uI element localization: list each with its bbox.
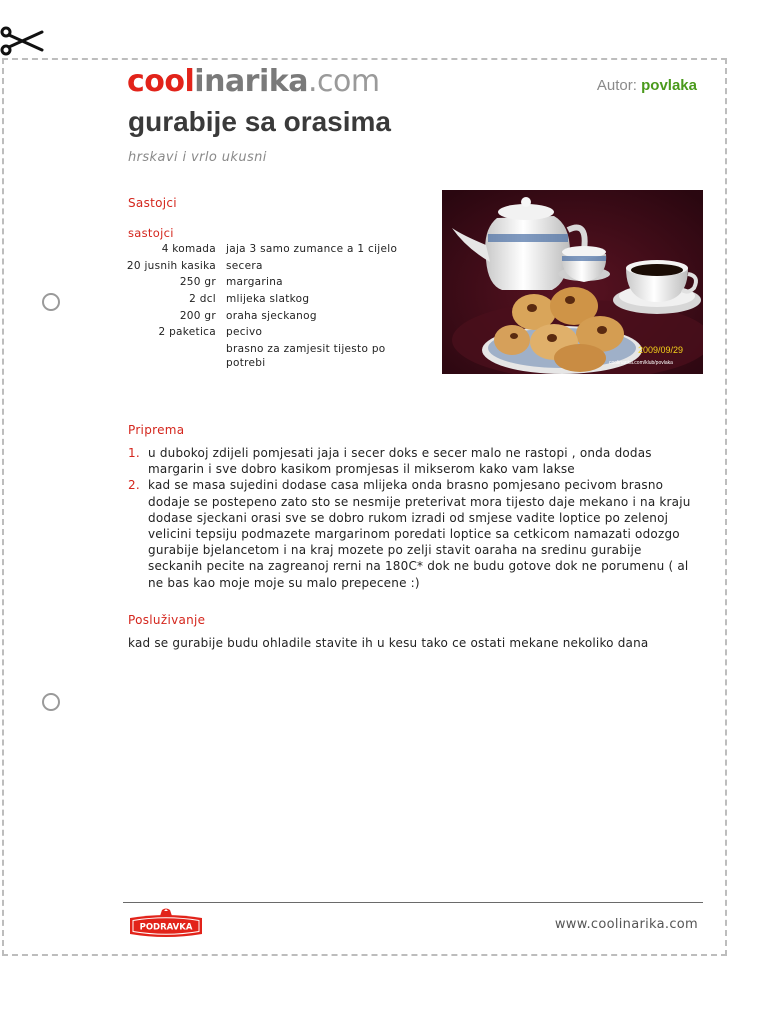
logo-part-domain: .com — [307, 64, 380, 99]
ingredient-quantity: 2 paketica — [158, 326, 216, 339]
footer-site-url[interactable]: www.coolinarika.com — [554, 917, 698, 932]
ingredient-quantity: 20 jusnih kasika — [126, 259, 216, 272]
ingredient-row — [120, 292, 420, 309]
logo-part-inarika: inarika — [194, 64, 308, 99]
recipe-title: gurabije sa orasima — [128, 106, 392, 137]
punch-hole-top — [42, 293, 60, 311]
preparation-step — [128, 445, 700, 477]
ingredient-quantity — [120, 342, 226, 373]
punch-hole-bottom — [42, 693, 60, 711]
ingredient-quantity: 2 dcl — [189, 293, 216, 306]
preparation-steps — [128, 445, 700, 591]
footer-divider — [123, 902, 703, 903]
recipe-photo — [442, 190, 703, 374]
site-logo[interactable] — [127, 64, 380, 100]
ingredient-row — [120, 275, 420, 292]
preparation-step — [128, 477, 700, 590]
ingredient-name: brasno za zamjesit tijesto po potrebi — [226, 343, 386, 370]
step-number: 2. — [128, 478, 140, 493]
ingredients-table — [120, 242, 420, 373]
ingredients-group-label: sastojci — [128, 226, 174, 240]
ingredient-quantity: 4 komada — [161, 243, 216, 255]
recipe-photo-image — [442, 190, 703, 374]
serving-text: kad se gurabije budu ohladile stavite ih u kesu tako ce ostati mekane nekoliko dana — [128, 636, 649, 650]
photo-date-stamp: 2009/09/29 — [638, 345, 684, 355]
step-number: 1. — [128, 446, 140, 460]
step-text: u dubokoj zdijeli pomjesati jaja i secer doks e secer malo ne rastopi , onda dodas margarin i sve dobro kasikom promjesas il mikserom kako vam lakse — [148, 446, 652, 477]
author-line — [597, 77, 697, 94]
scissors-icon — [0, 24, 44, 60]
photo-watermark: coolinarika.com/klub/povlaka — [609, 360, 673, 366]
ingredient-name: oraha sjeckanog — [226, 309, 317, 322]
serving-heading: Posluživanje — [128, 613, 206, 627]
ingredient-row — [120, 309, 420, 326]
preparation-heading: Priprema — [128, 423, 185, 437]
ingredient-row — [120, 342, 420, 373]
ingredient-row — [120, 259, 420, 276]
ingredient-row — [120, 325, 420, 342]
podravka-logo — [126, 908, 206, 942]
ingredient-name: secera — [226, 259, 263, 272]
ingredient-name: mlijeka slatkog — [226, 293, 310, 306]
ingredients-heading: Sastojci — [128, 196, 177, 210]
podravka-logo-text: PODRAVKA — [139, 922, 193, 933]
ingredient-row — [120, 242, 420, 259]
ingredient-name: pecivo — [226, 326, 263, 339]
logo-part-cool: cool — [127, 64, 195, 99]
ingredient-name: jaja 3 samo zumance a 1 cijelo — [226, 243, 398, 255]
ingredient-quantity: 250 gr — [179, 276, 216, 289]
ingredient-name: margarina — [226, 276, 283, 289]
step-text: kad se masa sujedini dodase casa mlijeka onda brasno pomjesano pecivom brasno dodaje se postepeno zato sto se nesmije preterivat mora tijesto daje mekano i na kraju dodase sjeckani orasi sve se dobro rukom izradi od smjese vadite loptice po zelenoj velicini tepsiju podmazete margarinom poredati loptice sa cetkicom namazati odozgo gurabije bjelancetom i na kraj mozete po zelji stavit oaraha na sredinu gurabije seckanih pecite na zagreanoj rerni na 180C* dok ne budu gotove dok ne porumenu ( al ne bas kao moje moje su malo prepecene :) — [148, 478, 691, 590]
ingredient-quantity: 200 gr — [179, 309, 216, 322]
author-label: Autor: — [596, 77, 637, 94]
author-name-link[interactable]: povlaka — [641, 77, 697, 94]
recipe-subtitle: hrskavi i vrlo ukusni — [128, 150, 267, 165]
